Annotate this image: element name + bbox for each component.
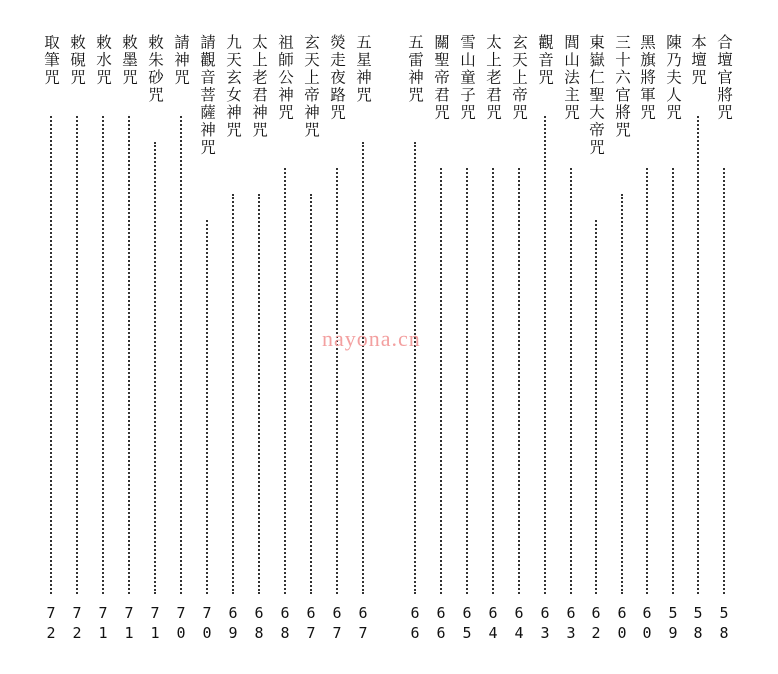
dot-leader [595, 220, 597, 594]
dot-leader [440, 168, 442, 594]
page-number: 5 9 [668, 604, 678, 642]
page-number: 7 1 [98, 604, 108, 642]
entry-title: 觀音咒 [536, 34, 554, 87]
page-number: 6 0 [642, 604, 652, 642]
page-number: 6 9 [228, 604, 238, 642]
dot-leader [723, 168, 725, 594]
page-number: 5 8 [719, 604, 729, 642]
dot-leader [258, 194, 260, 594]
dot-leader [102, 116, 104, 594]
dot-leader [232, 194, 234, 594]
toc-entry [429, 34, 453, 646]
dot-leader [154, 142, 156, 594]
toc-entry [299, 34, 323, 646]
dot-leader [621, 194, 623, 594]
entry-title: 雪山童子咒 [458, 34, 476, 122]
entry-title: 請觀音菩薩神咒 [198, 34, 216, 157]
toc-entry [91, 34, 115, 646]
entry-title: 合壇官將咒 [715, 34, 733, 122]
page-number: 6 4 [514, 604, 524, 642]
entry-title: 閭山法主咒 [562, 34, 580, 122]
dot-leader [697, 116, 699, 594]
entry-title: 請神咒 [172, 34, 190, 87]
dot-leader [646, 168, 648, 594]
dot-leader [672, 168, 674, 594]
dot-leader [76, 116, 78, 594]
page-number: 7 0 [202, 604, 212, 642]
page-number: 7 1 [150, 604, 160, 642]
dot-leader [362, 142, 364, 594]
entry-title: 五雷神咒 [406, 34, 424, 104]
toc-entry [584, 34, 608, 646]
entry-title: 東嶽仁聖大帝咒 [587, 34, 605, 157]
entry-title: 太上老君咒 [484, 34, 502, 122]
toc-entry [635, 34, 659, 646]
page-number: 7 0 [176, 604, 186, 642]
toc-entry [559, 34, 583, 646]
toc-entry [221, 34, 245, 646]
watermark: nayona.cn [322, 326, 421, 351]
entry-title: 敕水咒 [94, 34, 112, 87]
page-number: 6 7 [358, 604, 368, 642]
toc-entry [507, 34, 531, 646]
page-number: 6 8 [254, 604, 264, 642]
toc-entry [273, 34, 297, 646]
entry-title: 陳乃夫人咒 [664, 34, 682, 122]
entry-title: 九天玄女神咒 [224, 34, 242, 139]
toc-entry [247, 34, 271, 646]
entry-title: 本壇咒 [689, 34, 707, 87]
dot-leader [310, 194, 312, 594]
entry-title: 三十六官將咒 [613, 34, 631, 139]
entry-title: 五星神咒 [354, 34, 372, 104]
toc-entry [661, 34, 685, 646]
page-number: 7 2 [72, 604, 82, 642]
toc-entry [169, 34, 193, 646]
dot-leader [414, 142, 416, 594]
toc-entry [686, 34, 710, 646]
page-number: 6 8 [280, 604, 290, 642]
dot-leader [544, 116, 546, 594]
page-number: 6 5 [462, 604, 472, 642]
dot-leader [180, 116, 182, 594]
page-number: 6 4 [488, 604, 498, 642]
entry-title: 玄天上帝咒 [510, 34, 528, 122]
dot-leader [50, 116, 52, 594]
dot-leader [518, 168, 520, 594]
dot-leader [284, 168, 286, 594]
dot-leader [570, 168, 572, 594]
entry-title: 關聖帝君咒 [432, 34, 450, 122]
toc-entry [610, 34, 634, 646]
entry-title: 祖師公神咒 [276, 34, 294, 122]
entry-title: 玄天上帝神咒 [302, 34, 320, 139]
page-number: 6 2 [591, 604, 601, 642]
entry-title: 黑旗將軍咒 [638, 34, 656, 122]
toc-entry [143, 34, 167, 646]
entry-title: 取筆咒 [42, 34, 60, 87]
entry-title: 敕墨咒 [120, 34, 138, 87]
dot-leader [128, 116, 130, 594]
toc-entry [65, 34, 89, 646]
page-number: 6 3 [540, 604, 550, 642]
page-number: 7 2 [46, 604, 56, 642]
page-number: 6 7 [332, 604, 342, 642]
dot-leader [206, 220, 208, 594]
dot-leader [492, 168, 494, 594]
toc-entry [533, 34, 557, 646]
entry-title: 敕朱砂咒 [146, 34, 164, 104]
entry-title: 熒走夜路咒 [328, 34, 346, 122]
toc-entry [39, 34, 63, 646]
entry-title: 敕硯咒 [68, 34, 86, 87]
page-number: 6 0 [617, 604, 627, 642]
dot-leader [466, 168, 468, 594]
entry-title: 太上老君神咒 [250, 34, 268, 139]
page-number: 7 1 [124, 604, 134, 642]
toc-entry [712, 34, 736, 646]
page-number: 6 7 [306, 604, 316, 642]
toc-entry [117, 34, 141, 646]
toc-entry [455, 34, 479, 646]
page-number: 6 6 [436, 604, 446, 642]
dot-leader [336, 168, 338, 594]
toc-entry [481, 34, 505, 646]
page-number: 6 6 [410, 604, 420, 642]
toc-entry [195, 34, 219, 646]
page-number: 5 8 [693, 604, 703, 642]
page-number: 6 3 [566, 604, 576, 642]
